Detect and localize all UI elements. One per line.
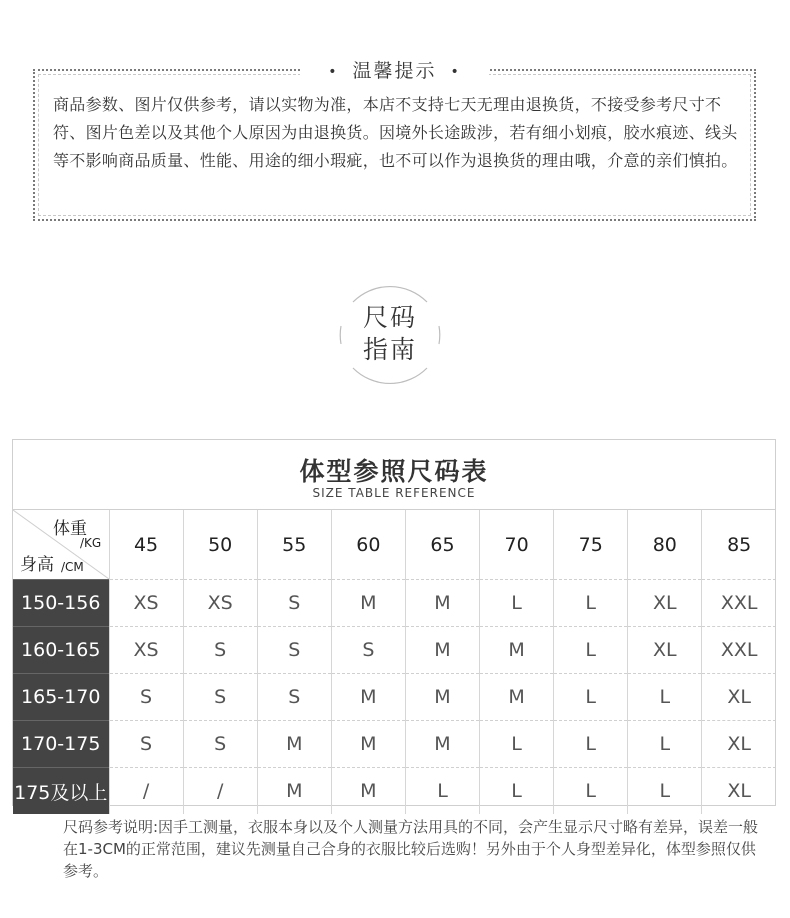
size-cell: L bbox=[554, 721, 628, 768]
size-cell: XS bbox=[109, 627, 183, 674]
size-cell: L bbox=[480, 721, 554, 768]
size-cell: L bbox=[554, 580, 628, 627]
size-cell: L bbox=[628, 674, 702, 721]
size-cell: M bbox=[405, 627, 479, 674]
height-cell: 170-175 bbox=[13, 721, 109, 768]
size-cell: XXL bbox=[702, 627, 776, 674]
size-cell: M bbox=[480, 627, 554, 674]
size-cell: L bbox=[480, 768, 554, 815]
weight-label: 体重 bbox=[53, 519, 87, 539]
size-table-box bbox=[12, 439, 776, 806]
height-cell: 150-156 bbox=[13, 580, 109, 627]
notice-title: 温馨提示 bbox=[352, 60, 437, 82]
size-cell: M bbox=[257, 721, 331, 768]
table-title: 体型参照尺码表 bbox=[299, 457, 489, 486]
height-cell: 175及以上 bbox=[13, 768, 109, 815]
size-cell: L bbox=[480, 580, 554, 627]
size-guide-heading bbox=[335, 280, 445, 390]
size-guide-line1: 尺码 bbox=[362, 303, 417, 332]
notice-text: 商品参数、图片仅供参考，请以实物为准，本店不支持七天无理由退换货，不接受参考尺寸不符、图片色差以及其他个人原因为由退换货。因境外长途跋涉，若有细小划痕，胶水痕迹、线头等不影响商品质量、性能、用途的细小瑕疵，也不可以作为退换货的理由哦，介意的亲们慎拍。 bbox=[53, 95, 738, 170]
size-cell: S bbox=[257, 580, 331, 627]
size-cell: S bbox=[331, 627, 405, 674]
size-cell: M bbox=[331, 721, 405, 768]
size-cell: L bbox=[628, 721, 702, 768]
weight-header: 70 bbox=[480, 510, 554, 580]
size-cell: S bbox=[109, 721, 183, 768]
table-header-row bbox=[13, 510, 776, 580]
size-cell: L bbox=[628, 768, 702, 815]
size-cell: M bbox=[405, 580, 479, 627]
size-cell: S bbox=[257, 674, 331, 721]
height-unit: /CM bbox=[61, 560, 84, 574]
height-label: 身高 bbox=[20, 555, 54, 575]
size-cell: S bbox=[183, 627, 257, 674]
table-row bbox=[13, 674, 776, 721]
size-note: 尺码参考说明:因手工测量，衣服本身以及个人测量方法用具的不同，会产生显示尺寸略有差异，误差一般在1-3CM的正常范围，建议先测量自己合身的衣服比较后选购！另外由于个人身型差异化，体型参照仅供参考。 bbox=[63, 818, 759, 880]
notice-title-wrap bbox=[35, 59, 754, 84]
size-cell: XL bbox=[702, 768, 776, 815]
notice-box bbox=[33, 60, 756, 221]
size-cell: XL bbox=[702, 674, 776, 721]
size-cell: S bbox=[109, 674, 183, 721]
height-cell: 160-165 bbox=[13, 627, 109, 674]
size-cell: S bbox=[183, 721, 257, 768]
size-cell: L bbox=[554, 768, 628, 815]
dot-icon: • bbox=[450, 63, 461, 80]
table-row bbox=[13, 580, 776, 627]
dot-icon: • bbox=[328, 63, 339, 80]
weight-header: 80 bbox=[628, 510, 702, 580]
table-row bbox=[13, 721, 776, 768]
size-cell: M bbox=[257, 768, 331, 815]
size-guide-line2: 指南 bbox=[362, 335, 417, 364]
size-cell: M bbox=[405, 721, 479, 768]
weight-unit: /KG bbox=[80, 536, 102, 550]
weight-header: 65 bbox=[405, 510, 479, 580]
weight-header: 45 bbox=[109, 510, 183, 580]
size-cell: XL bbox=[702, 721, 776, 768]
size-cell: M bbox=[480, 674, 554, 721]
size-cell: L bbox=[554, 627, 628, 674]
size-guide-text bbox=[335, 302, 445, 366]
size-cell: XL bbox=[628, 580, 702, 627]
size-table bbox=[13, 509, 776, 814]
size-cell: XL bbox=[628, 627, 702, 674]
weight-header: 60 bbox=[331, 510, 405, 580]
weight-header: 75 bbox=[554, 510, 628, 580]
size-cell: L bbox=[405, 768, 479, 815]
table-row bbox=[13, 627, 776, 674]
weight-header: 50 bbox=[183, 510, 257, 580]
table-corner-cell bbox=[13, 510, 109, 580]
size-cell: M bbox=[331, 768, 405, 815]
weight-header: 85 bbox=[702, 510, 776, 580]
size-cell: M bbox=[331, 580, 405, 627]
size-cell: L bbox=[554, 674, 628, 721]
size-cell: XS bbox=[109, 580, 183, 627]
height-cell: 165-170 bbox=[13, 674, 109, 721]
table-subtitle: SIZE TABLE REFERENCE bbox=[312, 486, 476, 500]
table-row bbox=[13, 768, 776, 815]
size-cell: S bbox=[183, 674, 257, 721]
size-cell: S bbox=[257, 627, 331, 674]
notice-title-container bbox=[300, 59, 489, 84]
size-cell: XXL bbox=[702, 580, 776, 627]
size-cell: / bbox=[183, 768, 257, 815]
weight-header: 55 bbox=[257, 510, 331, 580]
size-cell: M bbox=[331, 674, 405, 721]
size-cell: M bbox=[405, 674, 479, 721]
size-cell: / bbox=[109, 768, 183, 815]
size-cell: XS bbox=[183, 580, 257, 627]
